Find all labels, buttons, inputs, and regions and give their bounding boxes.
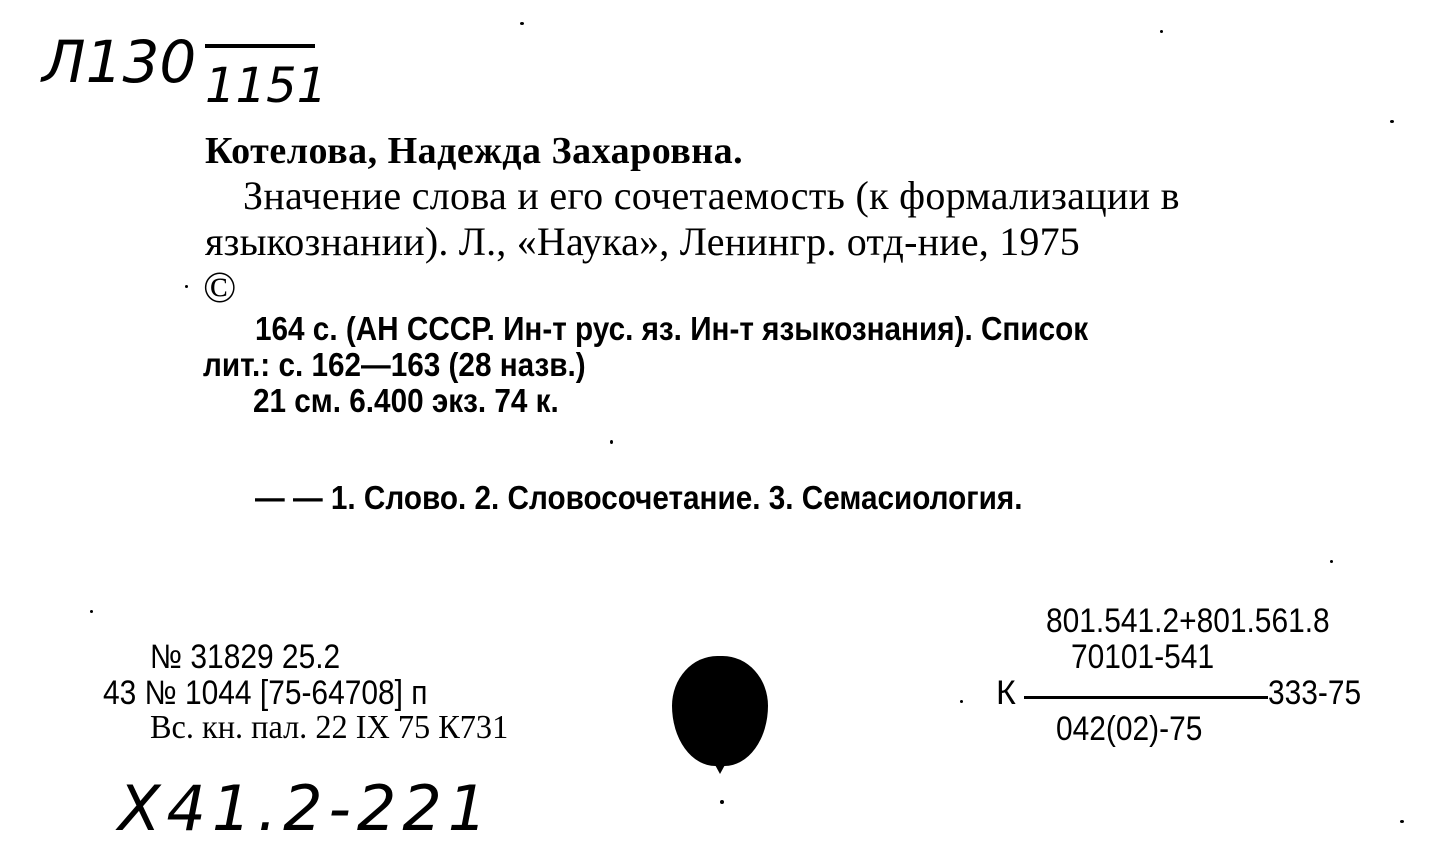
punch-hole (672, 656, 768, 766)
speck (520, 22, 524, 25)
copyright-symbol: © (203, 263, 237, 312)
chamber-line: Вс. кн. пал. 22 IX 75 К731 (150, 709, 509, 746)
description-line-2: лит.: с. 162—163 (28 назв.) (203, 346, 586, 383)
speck (90, 610, 93, 613)
udc-code: 801.541.2+801.561.8 (1046, 602, 1330, 640)
title-line-1: Значение слова и его сочетаемость (к формализации в (243, 173, 1180, 218)
author-heading: Котелова, Надежда Захаровна. (205, 130, 744, 172)
speck (1160, 30, 1163, 33)
speck (1390, 120, 1394, 123)
speck (1330, 560, 1333, 563)
speck (185, 285, 188, 288)
shelf-fraction-bar (205, 44, 315, 48)
record-number-line: № 31829 25.2 (150, 638, 341, 676)
description-line-1: 164 с. (АН СССР. Ин-т рус. яз. Ин-т языкознания). Список (255, 310, 1089, 347)
index-code-2: 042(02)-75 (1056, 710, 1203, 748)
handwritten-shelf-fraction: 1151 (205, 58, 328, 114)
speck (1400, 820, 1404, 823)
registration-line: 43 № 1044 [75-64708] п (103, 674, 428, 712)
speck (960, 700, 963, 703)
title-line-2: языкознании). Л., «Наука», Ленингр. отд-ние, 1975 (205, 219, 1080, 264)
speck (720, 800, 724, 804)
handwritten-shelf-number: Л130 (42, 28, 197, 96)
index-code-1: 70101-541 (1071, 638, 1215, 676)
handwritten-classification: Х41.2-221 (118, 772, 494, 845)
speck (610, 440, 613, 444)
punch-hole-tip (708, 752, 732, 774)
subject-headings: — — 1. Слово. 2. Словосочетание. 3. Семасиология. (255, 479, 1023, 516)
description-line-3: 21 см. 6.400 экз. 74 к. (253, 382, 559, 419)
k-suffix: 333-75 (1268, 674, 1362, 712)
k-prefix: К (996, 674, 1016, 712)
fraction-line (1024, 696, 1268, 699)
